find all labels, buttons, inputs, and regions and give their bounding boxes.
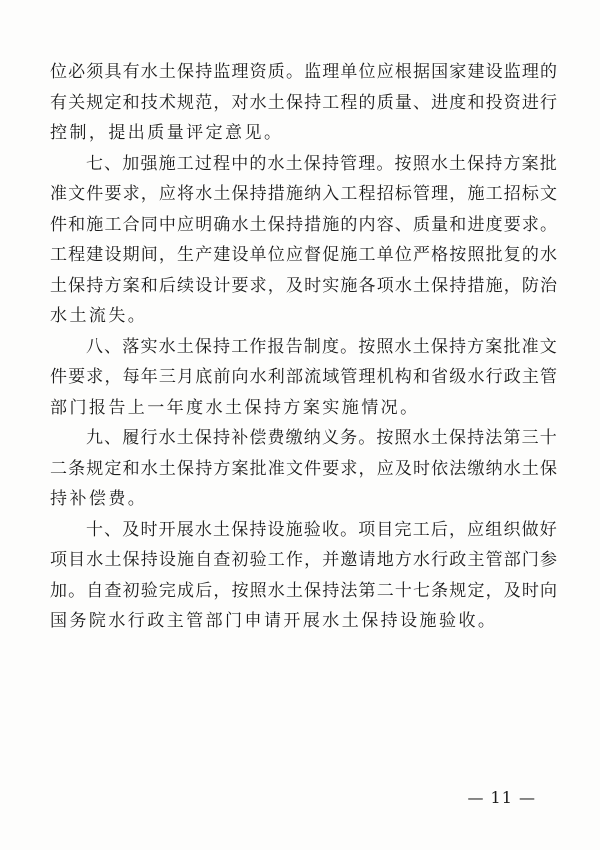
paragraph-supervision-continued xyxy=(50,57,560,149)
text-line: 八、落实水土保持工作报告制度。按照水土保持方案批准文 xyxy=(86,336,558,357)
text-line: 二条规定和水土保持方案批准文件要求，应及时依法缴纳水土保 xyxy=(50,458,559,479)
text-line: 十、及时开展水土保持设施验收。项目完工后，应组织做好 xyxy=(86,519,558,540)
text-line: 国务院水行政主管部门申请开展水土保持设施验收。 xyxy=(50,611,498,631)
paragraph-item-10 xyxy=(50,515,560,637)
text-line: 水土流失。 xyxy=(50,306,148,326)
text-line: 件和施工合同中应明确水土保持措施的内容、质量和进度要求。 xyxy=(50,214,559,235)
paragraph-item-7 xyxy=(50,149,560,332)
text-line: 准文件要求，应将水土保持措施纳入工程招标管理，施工招标文 xyxy=(50,184,559,204)
document-body xyxy=(50,57,560,637)
page-number: — 11 — xyxy=(467,788,536,807)
text-line: 部门报告上一年度水土保持方案实施情况。 xyxy=(50,397,420,418)
text-line: 控制，提出质量评定意见。 xyxy=(50,123,284,143)
text-line: 持补偿费。 xyxy=(50,489,148,509)
paragraph-item-8 xyxy=(50,332,560,424)
text-line: 件要求，每年三月底前向水利部流域管理机构和省级水行政主管 xyxy=(50,367,559,387)
text-line: 土保持方案和后续设计要求，及时实施各项水土保持措施，防治 xyxy=(50,275,559,296)
paragraph-item-9 xyxy=(50,423,560,515)
text-line: 七、加强施工过程中的水土保持管理。按照水土保持方案批 xyxy=(86,153,558,174)
text-line: 九、履行水土保持补偿费缴纳义务。按照水土保持法第三十 xyxy=(86,428,558,448)
text-line: 工程建设期间，生产建设单位应督促施工单位严格按照批复的水 xyxy=(50,245,559,265)
text-line: 项目水土保持设施自查初验工作，并邀请地方水行政主管部门参 xyxy=(50,550,559,570)
text-line: 位必须具有水土保持监理资质。监理单位应根据国家建设监理的 xyxy=(50,62,559,82)
text-line: 有关规定和技术规范，对水土保持工程的质量、进度和投资进行 xyxy=(50,92,559,113)
text-line: 加。自查初验完成后，按照水土保持法第二十七条规定，及时向 xyxy=(50,580,559,601)
